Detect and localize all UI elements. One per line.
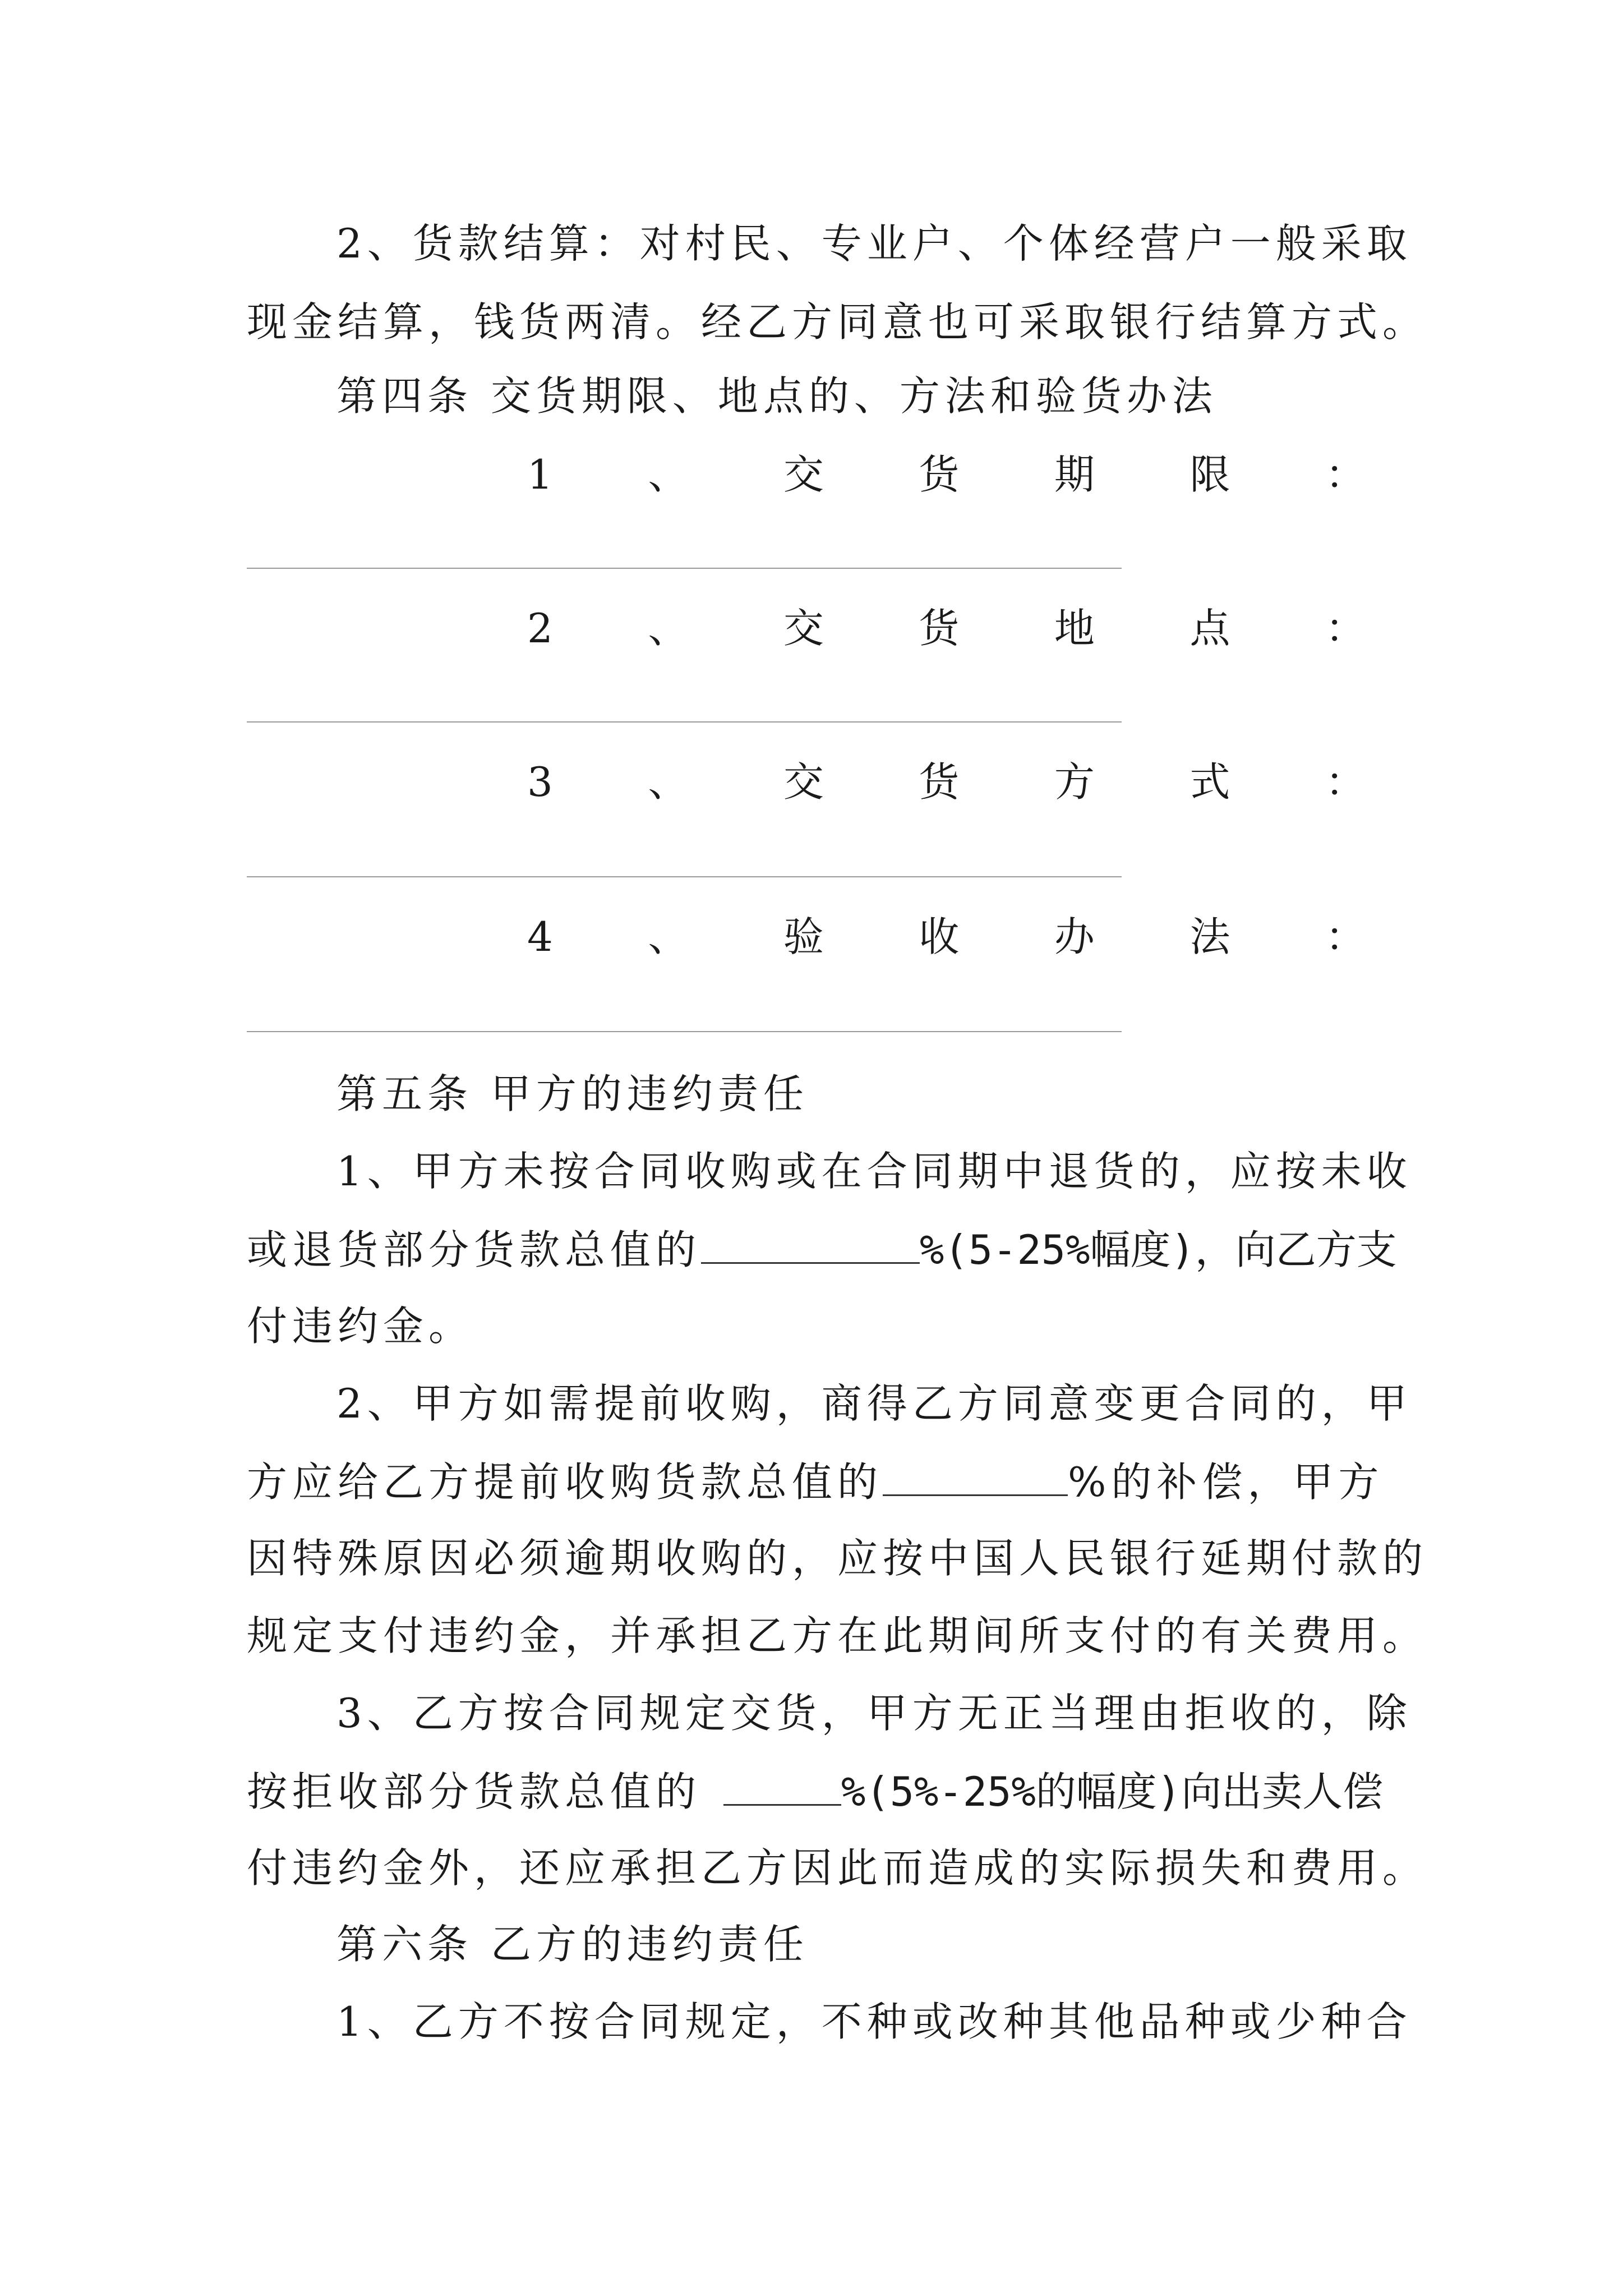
- item-char: 方: [1054, 758, 1095, 806]
- delivery-term-blank[interactable]: [247, 568, 1122, 569]
- delivery-method-row: [527, 758, 1366, 806]
- paragraph-payment-settlement-line1: 2、货款结算：对村民、专业户、个体经营户一般采取: [336, 220, 1412, 267]
- item-separator: 、: [648, 605, 689, 652]
- penalty-rate-blank[interactable]: [701, 1228, 920, 1264]
- item-separator: 、: [648, 758, 689, 806]
- article-5-clause-3-line2: [247, 1768, 1384, 1815]
- delivery-place-blank[interactable]: [247, 721, 1122, 723]
- article-4-title: 第四条 交货期限、地点的、方法和验货办法: [336, 372, 1218, 420]
- item-number: 3: [527, 758, 553, 806]
- item-separator: 、: [648, 913, 689, 960]
- item-char: 期: [1054, 451, 1095, 498]
- delivery-term-row: [527, 451, 1366, 498]
- clause-text: 或退货部分货款总值的: [247, 1226, 702, 1273]
- item-number: 2: [527, 605, 553, 652]
- article-5-clause-2-line4: 规定支付违约金，并承担乙方在此期间所支付的有关费用。: [247, 1612, 1428, 1659]
- article-5-clause-1-line1: 1、甲方未按合同收购或在合同期中退货的，应按未收: [336, 1148, 1412, 1195]
- item-char: 验: [783, 913, 824, 960]
- compensation-rate-blank[interactable]: [883, 1461, 1068, 1496]
- item-number: 4: [527, 913, 553, 960]
- delivery-method-blank[interactable]: [247, 876, 1122, 877]
- item-char: 限: [1189, 451, 1230, 498]
- item-char: 法: [1189, 913, 1230, 960]
- acceptance-method-row: [527, 913, 1366, 960]
- article-5-clause-2-line1: 2、甲方如需提前收购，商得乙方同意变更合同的，甲: [336, 1380, 1412, 1427]
- item-char: 交: [783, 605, 824, 652]
- item-char: 交: [783, 758, 824, 806]
- item-char: 货: [919, 451, 960, 498]
- article-5-clause-3-line1: 3、乙方按合同规定交货，甲方无正当理由拒收的，除: [336, 1690, 1412, 1737]
- clause-text: %(5%-25%的幅度)向出卖人偿: [841, 1768, 1384, 1815]
- article-6-clause-1-line1: 1、乙方不按合同规定，不种或改种其他品种或少种合: [336, 1998, 1412, 2045]
- paragraph-payment-settlement-line2: 现金结算，钱货两清。经乙方同意也可采取银行结算方式。: [247, 298, 1428, 346]
- article-5-clause-3-line3: 付违约金外，还应承担乙方因此而造成的实际损失和费用。: [247, 1844, 1428, 1892]
- refusal-penalty-blank[interactable]: [723, 1770, 841, 1806]
- article-5-title: 第五条 甲方的违约责任: [336, 1070, 809, 1117]
- acceptance-method-blank[interactable]: [247, 1031, 1122, 1032]
- item-colon: ：: [1325, 451, 1366, 498]
- item-char: 收: [919, 913, 960, 960]
- delivery-place-row: [527, 605, 1366, 652]
- article-5-clause-2-line2: [247, 1458, 1384, 1506]
- item-separator: 、: [648, 451, 689, 498]
- article-5-clause-2-line3: 因特殊原因必须逾期收购的，应按中国人民银行延期付款的: [247, 1535, 1428, 1582]
- item-char: 货: [919, 758, 960, 806]
- item-char: 交: [783, 451, 824, 498]
- item-number: 1: [527, 451, 553, 498]
- article-6-title: 第六条 乙方的违约责任: [336, 1921, 809, 1968]
- item-char: 地: [1054, 605, 1095, 652]
- article-5-clause-1-line2: [247, 1226, 1397, 1273]
- item-char: 办: [1054, 913, 1095, 960]
- item-char: 式: [1189, 758, 1230, 806]
- clause-text: 按拒收部分货款总值的: [247, 1768, 702, 1815]
- item-char: 点: [1189, 605, 1230, 652]
- clause-text: %(5-25%幅度)，向乙方支: [920, 1226, 1397, 1273]
- clause-text: 方应给乙方提前收购货款总值的: [247, 1458, 883, 1506]
- item-colon: ：: [1325, 913, 1366, 960]
- article-5-clause-1-line3: 付违约金。: [247, 1303, 474, 1350]
- item-colon: ：: [1325, 758, 1366, 806]
- item-colon: ：: [1325, 605, 1366, 652]
- clause-text: %的补偿，甲方: [1068, 1458, 1384, 1506]
- item-char: 货: [919, 605, 960, 652]
